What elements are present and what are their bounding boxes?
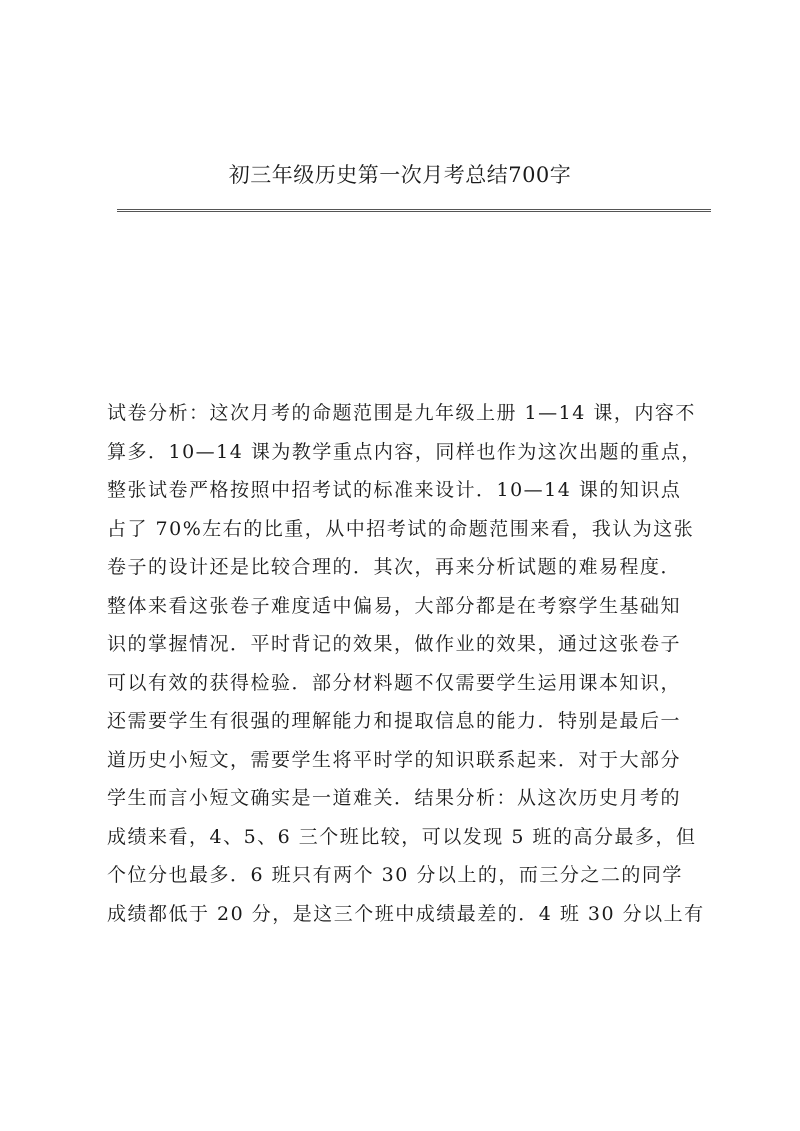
body-line: 成绩都低于 20 分，是这三个班中成绩最差的．4 班 30 分以上有 xyxy=(107,902,705,925)
body-line: 整张试卷严格按照中招考试的标准来设计．10—14 课的知识点 xyxy=(107,479,682,501)
body-line: 学生而言小短文确实是一道难关．结果分析：从这次历史月考的 xyxy=(107,787,682,809)
document-title: 初三年级历史第一次月考总结700字 xyxy=(228,163,572,187)
body-line: 个位分也最多．6 班只有两个 30 分以上的，而三分之二的同学 xyxy=(107,864,683,886)
body-line: 成绩来看，4、5、6 三个班比较，可以发现 5 班的高分最多，但 xyxy=(107,825,697,848)
body-line: 整体来看这张卷子难度适中偏易，大部分都是在考察学生基础知 xyxy=(107,594,682,617)
body-line: 试卷分析：这次月考的命题范围是九年级上册 1—14 课，内容不 xyxy=(107,402,696,424)
body-paragraph xyxy=(107,394,713,933)
title-divider xyxy=(117,209,711,212)
body-line: 可以有效的获得检验．部分材料题不仅需要学生运用课本知识， xyxy=(107,671,682,694)
body-line: 还需要学生有很强的理解能力和提取信息的能力．特别是最后一 xyxy=(107,710,682,732)
body-line: 卷子的设计还是比较合理的．其次，再来分析试题的难易程度． xyxy=(107,556,682,578)
body-line: 识的掌握情况．平时背记的效果，做作业的效果，通过这张卷子 xyxy=(107,633,682,655)
body-line: 占了 70%左右的比重，从中招考试的命题范围来看，我认为这张 xyxy=(107,517,695,540)
body-line: 算多．10—14 课为教学重点内容，同样也作为这次出题的重点， xyxy=(107,440,702,463)
body-line: 道历史小短文，需要学生将平时学的知识联系起来．对于大部分 xyxy=(107,748,682,771)
